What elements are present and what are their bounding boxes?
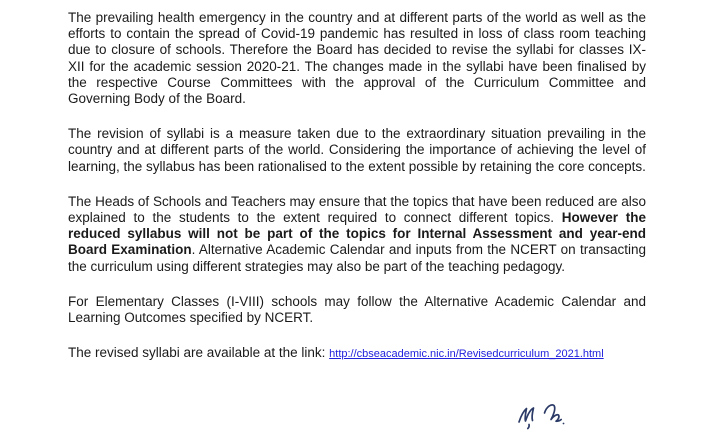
signature-handwriting-icon [515,402,573,430]
link-line [68,345,646,362]
paragraph-text: . Alternative Academic Calendar and inputs from the NCERT on transacting the curriculum using different strategies may also be part of the teaching pedagogy. [68,242,646,274]
paragraph-revision-measure: The revision of syllabi is a measure taken due to the extraordinary situation prevailing in the country and at different parts of the world. Considering the importance of achieving the level of learning, the syllabus has been rationalised to the extent possible by retaining the core concepts. [68,126,646,174]
document-body [68,10,646,381]
bold-emphasis-text: However the reduced syllabus will not be part of the topics for Internal Assessment and year-end Board Examination [68,210,646,258]
link-intro-text: The revised syllabi are available at the link: [68,345,330,361]
paragraph-heads-of-schools [68,194,646,275]
paragraph-health-emergency: The prevailing health emergency in the country and at different parts of the world as well as the efforts to contain the spread of Covid-19 pandemic has resulted in loss of class room teaching due to closure of schools. Therefore the Board has decided to revise the syllabi for classes IX-XII for the academic session 2020-21. The changes made in the syllabi have been finalised by the respective Course Committees with the approval of the Curriculum Committee and Governing Body of the Board. [68,10,646,107]
paragraph-text: The Heads of Schools and Teachers may ensure that the topics that have been reduced are also explained to the students to the extent required to connect different topics. [68,193,646,226]
revised-curriculum-link[interactable]: http://cbseacademic.nic.in/Revisedcurriculum_2021.html [329,348,604,361]
paragraph-elementary-classes: For Elementary Classes (I-VIII) schools may follow the Alternative Academic Calendar and Learning Outcomes specified by NCERT. [68,293,646,326]
